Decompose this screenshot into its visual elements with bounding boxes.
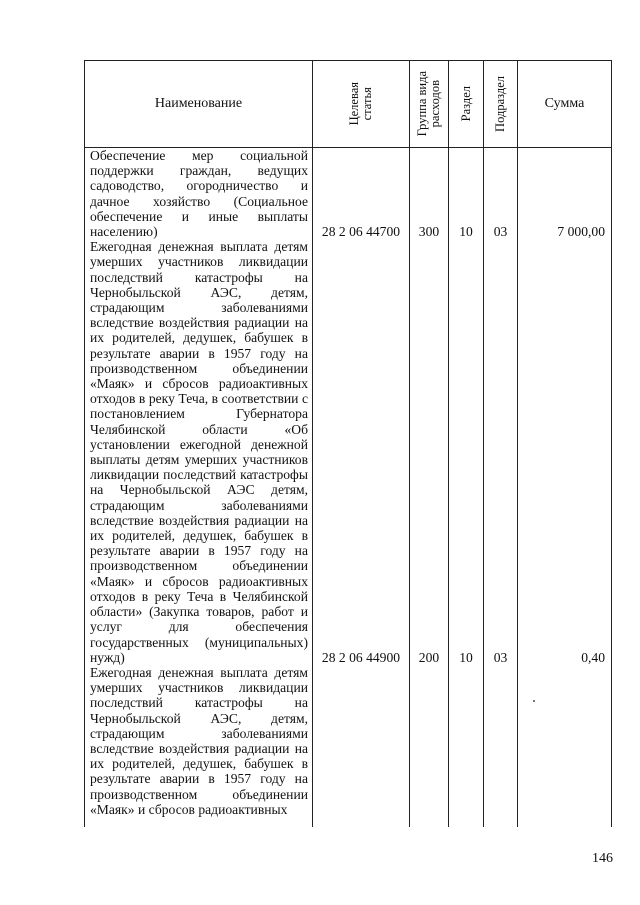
table-header-row <box>85 61 612 148</box>
header-name: Наименование <box>85 61 313 148</box>
row-expense-group <box>410 665 449 827</box>
budget-table <box>84 60 612 827</box>
table-row <box>85 239 612 665</box>
header-expense-group <box>410 61 449 148</box>
table-row <box>85 665 612 827</box>
row-name: Ежегодная денежная выплата детям умерших участников ликвидации последствий катастрофы на Чернобыльской АЭС, детям, страдающим заболеваниями вследствие воздействия радиации на их родителей, дедушек, бабушек в результате аварии в 1957 году на производственном объединении «Маяк» и сбросов радиоактивных <box>85 665 313 827</box>
row-section: 10 <box>449 148 484 240</box>
table-row <box>85 148 612 240</box>
row-subsection: 03 <box>484 239 518 665</box>
header-section-label: Раздел <box>458 86 473 122</box>
header-subsection-label: Подраздел <box>493 76 507 132</box>
page-number: 146 <box>592 851 613 866</box>
header-target-article <box>313 61 410 148</box>
row-subsection: 03 <box>484 148 518 240</box>
row-subsection <box>484 665 518 827</box>
header-target-article-label: Целевая статья <box>347 82 374 126</box>
row-target-article: 28 2 06 44700 <box>313 148 410 240</box>
row-target-article <box>313 665 410 827</box>
header-expense-group-label: Группа вида расходов <box>415 71 442 137</box>
row-sum: 0,40 <box>518 239 612 665</box>
row-name: Ежегодная денежная выплата детям умерших участников ликвидации последствий катастрофы на Чернобыльской АЭС, детям, страдающим заболеваниями вследствие воздействия радиации на их родителей, дедушек, бабушек в результате аварии в 1957 году на производственном объединении «Маяк» и сбросов радиоактивных отходов в реку Теча, в соответствии с постановлением Губернатора Челябинской области «Об установлении ежегодной денежной выплаты детям умерших участников ликвидации последствий катастрофы на Чернобыльской АЭС детям, страдающим заболеваниями вследствие воздействия радиации на их родителей, дедушек, бабушек в результате аварии в 1957 году на производственном объединении «Маяк» и сбросов радиоактивных отходов в реку Теча в Челябинской области» (Закупка товаров, работ и услуг для обеспечения государственных (муниципальных) нужд) <box>85 239 313 665</box>
header-subsection <box>484 61 518 148</box>
scan-speck <box>533 700 535 702</box>
row-section <box>449 665 484 827</box>
row-expense-group: 300 <box>410 148 449 240</box>
row-section: 10 <box>449 239 484 665</box>
row-name: Обеспечение мер социальной поддержки граждан, ведущих садоводство, огородничество и дачное хозяйство (Социальное обеспечение и иные выплаты населению) <box>85 148 313 240</box>
row-sum: 7 000,00 <box>518 148 612 240</box>
row-expense-group: 200 <box>410 239 449 665</box>
row-target-article: 28 2 06 44900 <box>313 239 410 665</box>
header-sum: Сумма <box>518 61 612 148</box>
header-section <box>449 61 484 148</box>
row-sum <box>518 665 612 827</box>
